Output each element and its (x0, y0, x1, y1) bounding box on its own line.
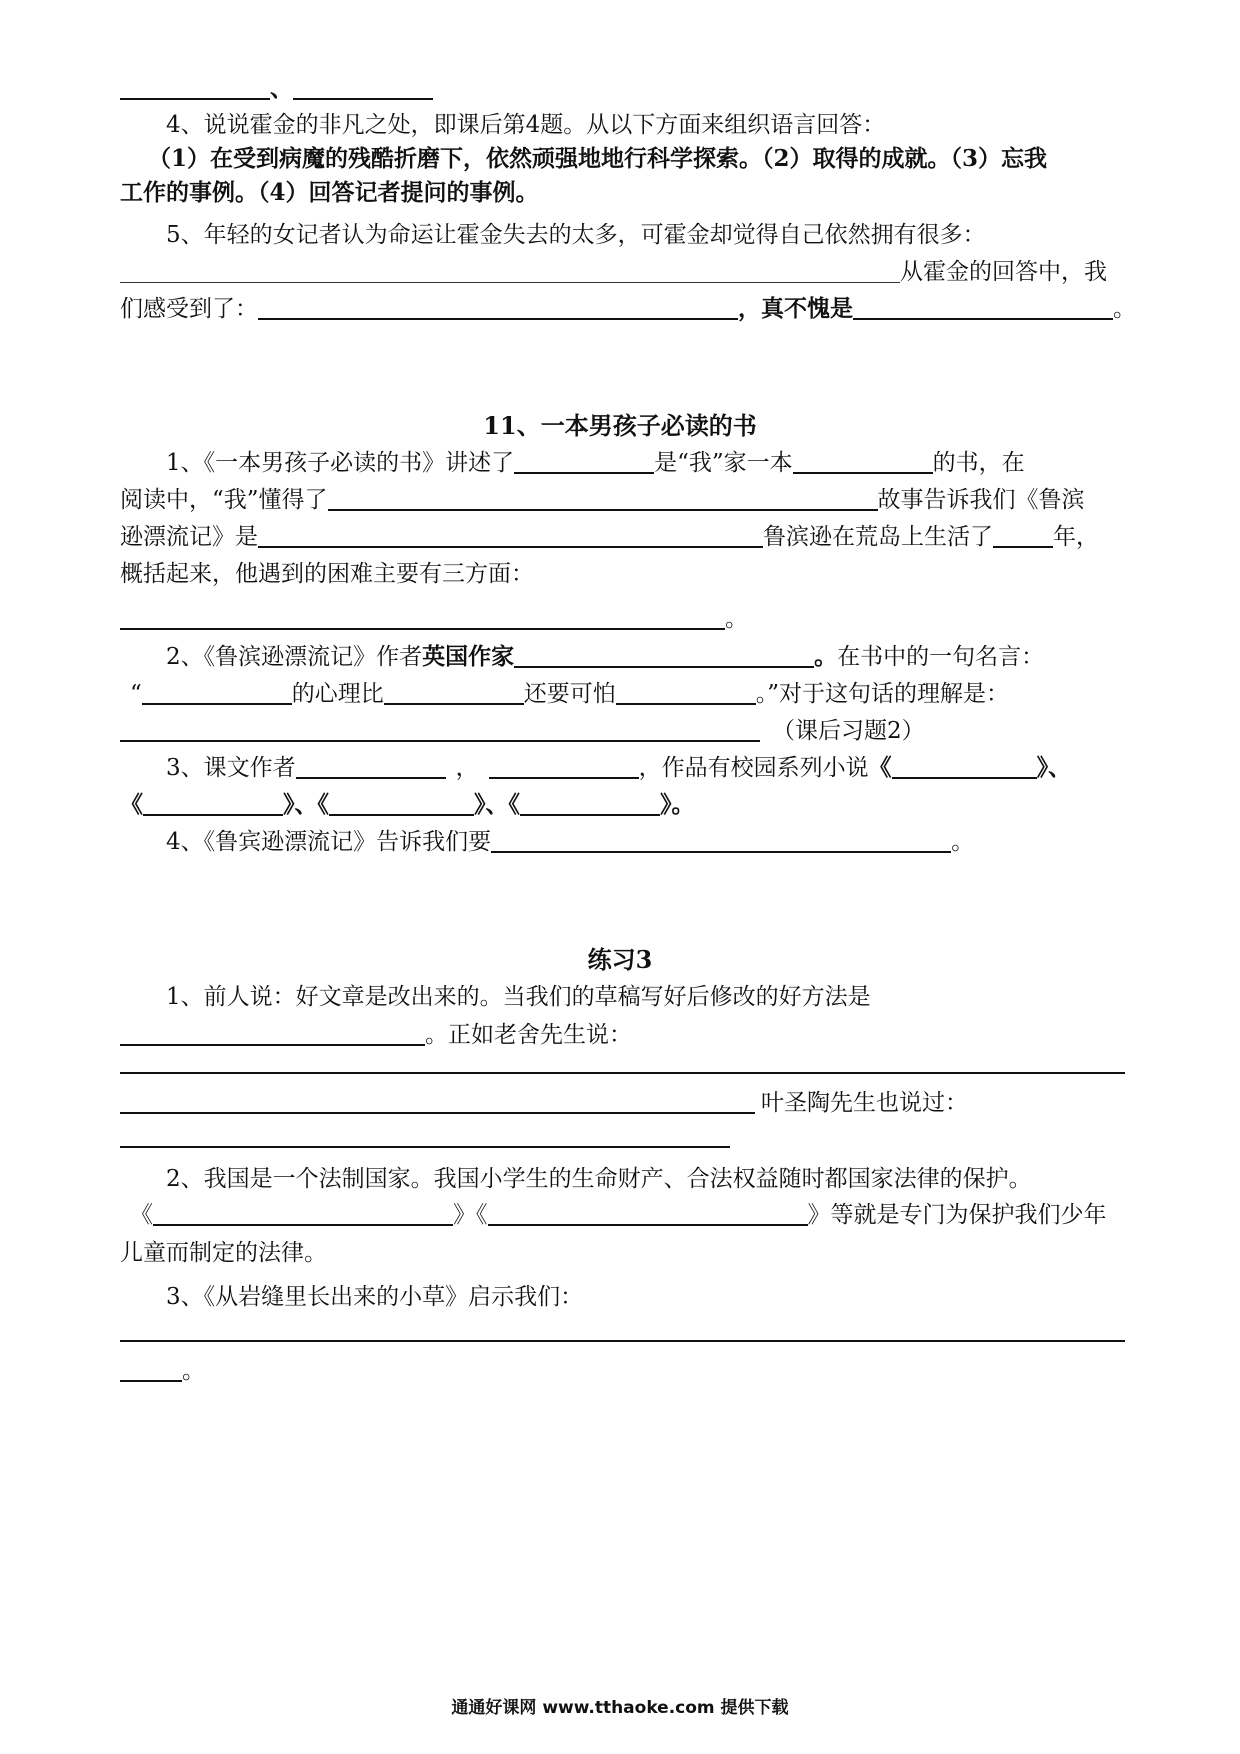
ex3-question-2-line3: 儿童而制定的法律。 (120, 1240, 327, 1266)
s11-question-4: 4、《鲁宾逊漂流记》告诉我们要 。 (120, 823, 1130, 861)
answer-blank[interactable] (120, 256, 900, 283)
answer-blank[interactable] (120, 1018, 425, 1046)
answer-blank[interactable] (384, 677, 524, 705)
answer-blank[interactable] (993, 520, 1053, 548)
answer-blank[interactable] (120, 602, 725, 630)
answer-blank[interactable] (143, 788, 283, 816)
section-title: 练习3 (587, 945, 653, 974)
answer-blank[interactable] (488, 1198, 808, 1226)
answer-blank[interactable] (120, 1354, 182, 1382)
answer-blank[interactable] (120, 1086, 755, 1114)
answer-blank[interactable] (296, 751, 446, 779)
question-5-line3: 们感受到了： ，真不愧是 。 (120, 290, 1130, 328)
answer-blank[interactable] (892, 751, 1037, 779)
answer-blank[interactable] (142, 677, 292, 705)
answer-blank[interactable] (328, 483, 878, 511)
answer-blank[interactable] (853, 292, 1113, 320)
question-4: 4、说说霍金的非凡之处，即课后第4题。从以下方面来组织语言回答： (166, 112, 886, 138)
answer-blank[interactable] (514, 640, 814, 668)
s11-question-3-line1: 3、课文作者 ， ，作品有校园系列小说《 》、 (120, 749, 1130, 787)
ex3-question-3-line3: 。 (120, 1352, 1130, 1390)
answer-blank[interactable] (491, 825, 951, 853)
question-4-points-line2: 工作的事例。（4）回答记者提问的事例。 (120, 179, 539, 206)
s11-question-1-line3: 逊漂流记》是 鲁滨逊在荒岛上生活了 年， (120, 518, 1130, 556)
answer-line[interactable] (120, 1340, 1125, 1342)
s11-question-3-line2: 《 》、《 》、《 》。 (120, 786, 1130, 824)
page-footer: 通通好课网 www.tthaoke.com 提供下载 (451, 1698, 789, 1718)
answer-blank[interactable] (120, 72, 270, 100)
ex3-question-2-line2: 《 》《 》等就是专门为保护我们少年 (120, 1196, 1130, 1234)
s11-question-1-line5: 。 (120, 600, 1130, 638)
s11-question-1-line2: 阅读中，“我”懂得了 故事告诉我们《鲁滨 (120, 481, 1130, 519)
question-4-points-line1: （1）在受到病魔的残酷折磨下，依然顽强地地行科学探索。（2）取得的成就。（3）忘我 (148, 145, 1048, 172)
answer-blank[interactable] (489, 751, 639, 779)
s11-question-2-line1: 2、《鲁滨逊漂流记》作者英国作家 。在书中的一句名言： (120, 638, 1130, 676)
ex3-question-2-line1: 2、我国是一个法制国家。我国小学生的生命财产、合法权益随时都国家法律的保护。 (166, 1166, 1032, 1192)
s11-question-1-line1: 1、《一本男孩子必读的书》讲述了 是“我”家一本 的书，在 (120, 444, 1130, 482)
question-5: 5、年轻的女记者认为命运让霍金失去的太多，可霍金却觉得自己依然拥有很多： (166, 222, 986, 248)
answer-blank[interactable] (514, 446, 654, 474)
answer-line[interactable] (120, 1072, 1125, 1074)
answer-blank[interactable] (520, 788, 660, 816)
answer-blank[interactable] (258, 292, 738, 320)
section-title: 11、一本男孩子必读的书 (483, 411, 757, 440)
s11-question-1-line4: 概括起来，他遇到的困难主要有三方面： (120, 561, 534, 587)
question-5-line2: 从霍金的回答中，我 (120, 253, 1130, 291)
answer-line[interactable] (120, 1146, 730, 1148)
answer-blank[interactable] (258, 520, 763, 548)
ex3-question-1-line1: 1、前人说：好文章是改出来的。当我们的草稿写好后修改的好方法是 (166, 984, 871, 1010)
answer-blank[interactable] (153, 1198, 453, 1226)
s11-question-2-line2: “ 的心理比 还要可怕 。”对于这句话的理解是： (120, 675, 1130, 713)
ex3-question-1-line4: 叶圣陶先生也说过： (120, 1084, 1130, 1122)
answer-blank[interactable] (616, 677, 756, 705)
top-blanks (120, 70, 1130, 108)
ex3-question-3: 3、《从岩缝里长出来的小草》启示我们： (166, 1284, 584, 1310)
ex3-question-1-line2: 。正如老舍先生说： (120, 1016, 1130, 1054)
answer-blank[interactable] (120, 714, 760, 742)
separator: 、 (270, 75, 293, 102)
answer-blank[interactable] (293, 72, 433, 100)
s11-question-2-line3: （课后习题2） (120, 712, 1130, 750)
answer-blank[interactable] (793, 446, 933, 474)
answer-blank[interactable] (329, 788, 474, 816)
